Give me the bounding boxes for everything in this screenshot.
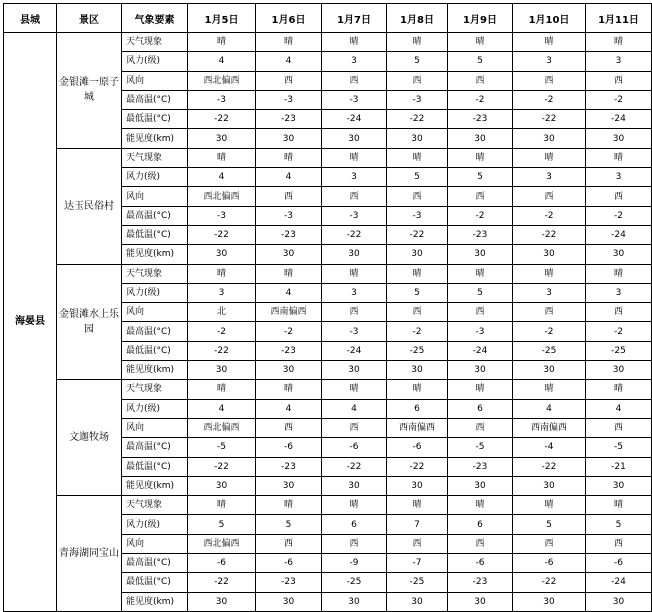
value-cell: 4 bbox=[188, 168, 256, 187]
value-cell: -6 bbox=[322, 438, 387, 457]
header-row bbox=[4, 4, 652, 33]
element-cell: 最高温(°C) bbox=[122, 322, 188, 341]
value-cell: 西 bbox=[448, 187, 513, 206]
value-cell: 西 bbox=[387, 71, 448, 90]
value-cell: 30 bbox=[188, 129, 256, 148]
value-cell: 3 bbox=[586, 283, 652, 302]
value-cell: 6 bbox=[448, 399, 513, 418]
value-cell: -24 bbox=[448, 341, 513, 360]
value-cell: 3 bbox=[322, 52, 387, 71]
element-cell: 天气现象 bbox=[122, 380, 188, 399]
table-row bbox=[4, 496, 652, 515]
value-cell: -21 bbox=[586, 457, 652, 476]
value-cell: 晴 bbox=[322, 264, 387, 283]
header-day: 1月7日 bbox=[322, 4, 387, 33]
element-cell: 能见度(km) bbox=[122, 361, 188, 380]
value-cell: 晴 bbox=[586, 33, 652, 52]
value-cell: 4 bbox=[256, 399, 322, 418]
element-cell: 风力(级) bbox=[122, 399, 188, 418]
value-cell: -2 bbox=[513, 206, 586, 225]
value-cell: -25 bbox=[513, 341, 586, 360]
value-cell: -22 bbox=[188, 457, 256, 476]
value-cell: -23 bbox=[256, 341, 322, 360]
value-cell: 晴 bbox=[188, 496, 256, 515]
value-cell: -23 bbox=[448, 225, 513, 244]
value-cell: 西 bbox=[513, 187, 586, 206]
value-cell: -25 bbox=[586, 341, 652, 360]
value-cell: 30 bbox=[322, 361, 387, 380]
value-cell: 3 bbox=[322, 168, 387, 187]
value-cell: 4 bbox=[256, 52, 322, 71]
header-county: 县城 bbox=[4, 4, 57, 33]
value-cell: 30 bbox=[387, 129, 448, 148]
value-cell: -22 bbox=[387, 110, 448, 129]
value-cell: 30 bbox=[387, 476, 448, 495]
value-cell: 3 bbox=[513, 283, 586, 302]
element-cell: 最高温(°C) bbox=[122, 206, 188, 225]
value-cell: 30 bbox=[322, 129, 387, 148]
value-cell: 西 bbox=[586, 534, 652, 553]
value-cell: 西 bbox=[513, 534, 586, 553]
value-cell: -2 bbox=[448, 90, 513, 109]
value-cell: 30 bbox=[448, 592, 513, 611]
element-cell: 天气现象 bbox=[122, 148, 188, 167]
value-cell: -23 bbox=[256, 225, 322, 244]
value-cell: -3 bbox=[322, 206, 387, 225]
element-cell: 最高温(°C) bbox=[122, 554, 188, 573]
value-cell: -2 bbox=[586, 322, 652, 341]
value-cell: 晴 bbox=[513, 496, 586, 515]
value-cell: 5 bbox=[256, 515, 322, 534]
value-cell: -2 bbox=[387, 322, 448, 341]
header-scenic-area: 景区 bbox=[57, 4, 122, 33]
value-cell: -2 bbox=[448, 206, 513, 225]
value-cell: 西 bbox=[256, 534, 322, 553]
value-cell: 西 bbox=[387, 187, 448, 206]
value-cell: 西 bbox=[322, 303, 387, 322]
value-cell: 晴 bbox=[513, 148, 586, 167]
scenic-area-cell: 金银滩一原子城 bbox=[57, 33, 122, 149]
value-cell: 30 bbox=[586, 476, 652, 495]
element-cell: 最高温(°C) bbox=[122, 90, 188, 109]
value-cell: -3 bbox=[387, 206, 448, 225]
value-cell: 西 bbox=[322, 71, 387, 90]
scenic-area-cell: 达玉民俗村 bbox=[57, 148, 122, 264]
value-cell: -22 bbox=[188, 110, 256, 129]
value-cell: 晴 bbox=[448, 148, 513, 167]
value-cell: 30 bbox=[513, 361, 586, 380]
value-cell: 4 bbox=[586, 399, 652, 418]
element-cell: 风向 bbox=[122, 418, 188, 437]
value-cell: -7 bbox=[387, 554, 448, 573]
value-cell: 6 bbox=[387, 399, 448, 418]
value-cell: 西 bbox=[322, 418, 387, 437]
value-cell: 晴 bbox=[322, 148, 387, 167]
value-cell: 5 bbox=[513, 515, 586, 534]
value-cell: -22 bbox=[188, 225, 256, 244]
value-cell: 30 bbox=[188, 361, 256, 380]
value-cell: -22 bbox=[322, 457, 387, 476]
value-cell: 4 bbox=[256, 283, 322, 302]
table-row bbox=[4, 264, 652, 283]
element-cell: 能见度(km) bbox=[122, 129, 188, 148]
value-cell: 3 bbox=[586, 168, 652, 187]
value-cell: -6 bbox=[188, 554, 256, 573]
value-cell: -22 bbox=[188, 341, 256, 360]
value-cell: -24 bbox=[586, 110, 652, 129]
value-cell: 西北偏西 bbox=[188, 71, 256, 90]
element-cell: 天气现象 bbox=[122, 496, 188, 515]
value-cell: 晴 bbox=[188, 33, 256, 52]
value-cell: 西 bbox=[448, 71, 513, 90]
value-cell: 西 bbox=[448, 534, 513, 553]
value-cell: 西 bbox=[586, 187, 652, 206]
table-row bbox=[4, 380, 652, 399]
value-cell: 晴 bbox=[322, 33, 387, 52]
value-cell: 5 bbox=[188, 515, 256, 534]
value-cell: 西 bbox=[448, 418, 513, 437]
value-cell: -22 bbox=[513, 573, 586, 592]
scenic-area-cell: 文迦牧场 bbox=[57, 380, 122, 496]
value-cell: 5 bbox=[448, 168, 513, 187]
value-cell: 3 bbox=[188, 283, 256, 302]
value-cell: -23 bbox=[256, 110, 322, 129]
value-cell: 30 bbox=[387, 361, 448, 380]
header-day: 1月5日 bbox=[188, 4, 256, 33]
value-cell: 30 bbox=[513, 476, 586, 495]
value-cell: 30 bbox=[188, 592, 256, 611]
value-cell: -3 bbox=[322, 322, 387, 341]
value-cell: 30 bbox=[256, 245, 322, 264]
element-cell: 风向 bbox=[122, 303, 188, 322]
value-cell: 晴 bbox=[387, 496, 448, 515]
value-cell: 晴 bbox=[322, 496, 387, 515]
value-cell: 30 bbox=[256, 129, 322, 148]
value-cell: 西 bbox=[322, 187, 387, 206]
value-cell: 4 bbox=[188, 399, 256, 418]
value-cell: 5 bbox=[448, 283, 513, 302]
value-cell: -25 bbox=[322, 573, 387, 592]
forecast-table bbox=[3, 3, 652, 612]
value-cell: -5 bbox=[448, 438, 513, 457]
value-cell: 西 bbox=[387, 534, 448, 553]
value-cell: 晴 bbox=[586, 496, 652, 515]
value-cell: 6 bbox=[448, 515, 513, 534]
value-cell: 30 bbox=[322, 592, 387, 611]
header-day: 1月8日 bbox=[387, 4, 448, 33]
value-cell: -22 bbox=[387, 457, 448, 476]
value-cell: 晴 bbox=[387, 380, 448, 399]
value-cell: 晴 bbox=[586, 380, 652, 399]
value-cell: -6 bbox=[387, 438, 448, 457]
value-cell: -5 bbox=[188, 438, 256, 457]
value-cell: 西北偏西 bbox=[188, 418, 256, 437]
element-cell: 风力(级) bbox=[122, 515, 188, 534]
element-cell: 天气现象 bbox=[122, 264, 188, 283]
value-cell: -25 bbox=[387, 341, 448, 360]
table-row bbox=[4, 148, 652, 167]
value-cell: -2 bbox=[256, 322, 322, 341]
value-cell: 西 bbox=[586, 71, 652, 90]
value-cell: -22 bbox=[513, 457, 586, 476]
value-cell: 晴 bbox=[448, 496, 513, 515]
value-cell: -6 bbox=[256, 554, 322, 573]
value-cell: 30 bbox=[188, 476, 256, 495]
value-cell: 晴 bbox=[256, 496, 322, 515]
value-cell: 晴 bbox=[256, 148, 322, 167]
value-cell: -5 bbox=[586, 438, 652, 457]
value-cell: -23 bbox=[448, 573, 513, 592]
value-cell: 晴 bbox=[448, 33, 513, 52]
value-cell: -6 bbox=[256, 438, 322, 457]
element-cell: 最低温(°C) bbox=[122, 457, 188, 476]
value-cell: 晴 bbox=[188, 148, 256, 167]
value-cell: -2 bbox=[188, 322, 256, 341]
value-cell: -9 bbox=[322, 554, 387, 573]
value-cell: 西 bbox=[513, 303, 586, 322]
value-cell: 晴 bbox=[448, 264, 513, 283]
value-cell: -3 bbox=[256, 90, 322, 109]
header-element: 气象要素 bbox=[122, 4, 188, 33]
value-cell: 30 bbox=[513, 129, 586, 148]
value-cell: 西 bbox=[586, 303, 652, 322]
value-cell: 西 bbox=[256, 418, 322, 437]
value-cell: -3 bbox=[188, 90, 256, 109]
value-cell: 晴 bbox=[256, 264, 322, 283]
element-cell: 天气现象 bbox=[122, 33, 188, 52]
value-cell: 3 bbox=[513, 52, 586, 71]
value-cell: -23 bbox=[256, 457, 322, 476]
value-cell: 5 bbox=[586, 515, 652, 534]
element-cell: 风力(级) bbox=[122, 168, 188, 187]
value-cell: 30 bbox=[513, 592, 586, 611]
value-cell: -22 bbox=[322, 225, 387, 244]
value-cell: 西南偏西 bbox=[513, 418, 586, 437]
element-cell: 最低温(°C) bbox=[122, 110, 188, 129]
value-cell: 7 bbox=[387, 515, 448, 534]
value-cell: -24 bbox=[586, 573, 652, 592]
value-cell: -3 bbox=[387, 90, 448, 109]
value-cell: 晴 bbox=[448, 380, 513, 399]
value-cell: -24 bbox=[322, 341, 387, 360]
value-cell: 5 bbox=[387, 52, 448, 71]
element-cell: 能见度(km) bbox=[122, 592, 188, 611]
value-cell: -6 bbox=[586, 554, 652, 573]
scenic-area-cell: 青海湖同宝山 bbox=[57, 496, 122, 612]
value-cell: -24 bbox=[586, 225, 652, 244]
value-cell: 晴 bbox=[188, 264, 256, 283]
value-cell: 30 bbox=[256, 361, 322, 380]
value-cell: 30 bbox=[256, 476, 322, 495]
value-cell: -25 bbox=[387, 573, 448, 592]
value-cell: 30 bbox=[586, 592, 652, 611]
value-cell: -23 bbox=[448, 110, 513, 129]
value-cell: 30 bbox=[448, 129, 513, 148]
value-cell: -2 bbox=[586, 90, 652, 109]
value-cell: 30 bbox=[513, 245, 586, 264]
value-cell: 西 bbox=[256, 187, 322, 206]
value-cell: 北 bbox=[188, 303, 256, 322]
table-row bbox=[4, 33, 652, 52]
value-cell: 晴 bbox=[513, 264, 586, 283]
element-cell: 风向 bbox=[122, 71, 188, 90]
element-cell: 风力(级) bbox=[122, 283, 188, 302]
value-cell: 西北偏西 bbox=[188, 187, 256, 206]
scenic-area-cell: 金银滩水上乐园 bbox=[57, 264, 122, 380]
header-day: 1月11日 bbox=[586, 4, 652, 33]
element-cell: 风力(级) bbox=[122, 52, 188, 71]
value-cell: 西 bbox=[387, 303, 448, 322]
value-cell: -22 bbox=[513, 110, 586, 129]
value-cell: 3 bbox=[322, 283, 387, 302]
value-cell: 30 bbox=[586, 245, 652, 264]
value-cell: -23 bbox=[256, 573, 322, 592]
header-day: 1月6日 bbox=[256, 4, 322, 33]
value-cell: 30 bbox=[322, 476, 387, 495]
value-cell: -6 bbox=[448, 554, 513, 573]
element-cell: 风向 bbox=[122, 187, 188, 206]
value-cell: 30 bbox=[586, 129, 652, 148]
value-cell: 晴 bbox=[387, 33, 448, 52]
value-cell: 5 bbox=[448, 52, 513, 71]
county-cell: 海晏县 bbox=[4, 33, 57, 612]
value-cell: 晴 bbox=[513, 33, 586, 52]
value-cell: 30 bbox=[387, 592, 448, 611]
value-cell: 30 bbox=[448, 245, 513, 264]
value-cell: 晴 bbox=[322, 380, 387, 399]
value-cell: 3 bbox=[513, 168, 586, 187]
value-cell: 晴 bbox=[586, 148, 652, 167]
value-cell: -2 bbox=[513, 90, 586, 109]
value-cell: -22 bbox=[188, 573, 256, 592]
value-cell: -2 bbox=[513, 322, 586, 341]
value-cell: -23 bbox=[448, 457, 513, 476]
value-cell: 30 bbox=[256, 592, 322, 611]
value-cell: 西 bbox=[448, 303, 513, 322]
value-cell: 4 bbox=[188, 52, 256, 71]
value-cell: 6 bbox=[322, 515, 387, 534]
value-cell: 西南偏西 bbox=[387, 418, 448, 437]
value-cell: 5 bbox=[387, 168, 448, 187]
value-cell: 30 bbox=[586, 361, 652, 380]
value-cell: 晴 bbox=[586, 264, 652, 283]
element-cell: 能见度(km) bbox=[122, 245, 188, 264]
value-cell: 4 bbox=[256, 168, 322, 187]
value-cell: -3 bbox=[188, 206, 256, 225]
element-cell: 能见度(km) bbox=[122, 476, 188, 495]
value-cell: -4 bbox=[513, 438, 586, 457]
value-cell: 30 bbox=[448, 476, 513, 495]
header-day: 1月10日 bbox=[513, 4, 586, 33]
value-cell: 晴 bbox=[387, 264, 448, 283]
value-cell: 西 bbox=[256, 71, 322, 90]
value-cell: -24 bbox=[322, 110, 387, 129]
value-cell: 30 bbox=[188, 245, 256, 264]
element-cell: 风向 bbox=[122, 534, 188, 553]
element-cell: 最低温(°C) bbox=[122, 225, 188, 244]
value-cell: -3 bbox=[448, 322, 513, 341]
value-cell: -22 bbox=[513, 225, 586, 244]
element-cell: 最低温(°C) bbox=[122, 573, 188, 592]
value-cell: -3 bbox=[256, 206, 322, 225]
value-cell: 3 bbox=[586, 52, 652, 71]
value-cell: 5 bbox=[387, 283, 448, 302]
value-cell: 西 bbox=[586, 418, 652, 437]
value-cell: 30 bbox=[387, 245, 448, 264]
value-cell: 晴 bbox=[256, 380, 322, 399]
value-cell: 西 bbox=[322, 534, 387, 553]
table-body bbox=[4, 33, 652, 612]
value-cell: 西南偏西 bbox=[256, 303, 322, 322]
value-cell: 4 bbox=[322, 399, 387, 418]
value-cell: -2 bbox=[586, 206, 652, 225]
value-cell: 4 bbox=[513, 399, 586, 418]
value-cell: 西 bbox=[513, 71, 586, 90]
value-cell: 30 bbox=[448, 361, 513, 380]
value-cell: 晴 bbox=[387, 148, 448, 167]
value-cell: -3 bbox=[322, 90, 387, 109]
value-cell: 晴 bbox=[513, 380, 586, 399]
value-cell: -6 bbox=[513, 554, 586, 573]
value-cell: 晴 bbox=[256, 33, 322, 52]
header-day: 1月9日 bbox=[448, 4, 513, 33]
value-cell: 晴 bbox=[188, 380, 256, 399]
value-cell: 30 bbox=[322, 245, 387, 264]
element-cell: 最低温(°C) bbox=[122, 341, 188, 360]
value-cell: -22 bbox=[387, 225, 448, 244]
element-cell: 最高温(°C) bbox=[122, 438, 188, 457]
value-cell: 西北偏西 bbox=[188, 534, 256, 553]
